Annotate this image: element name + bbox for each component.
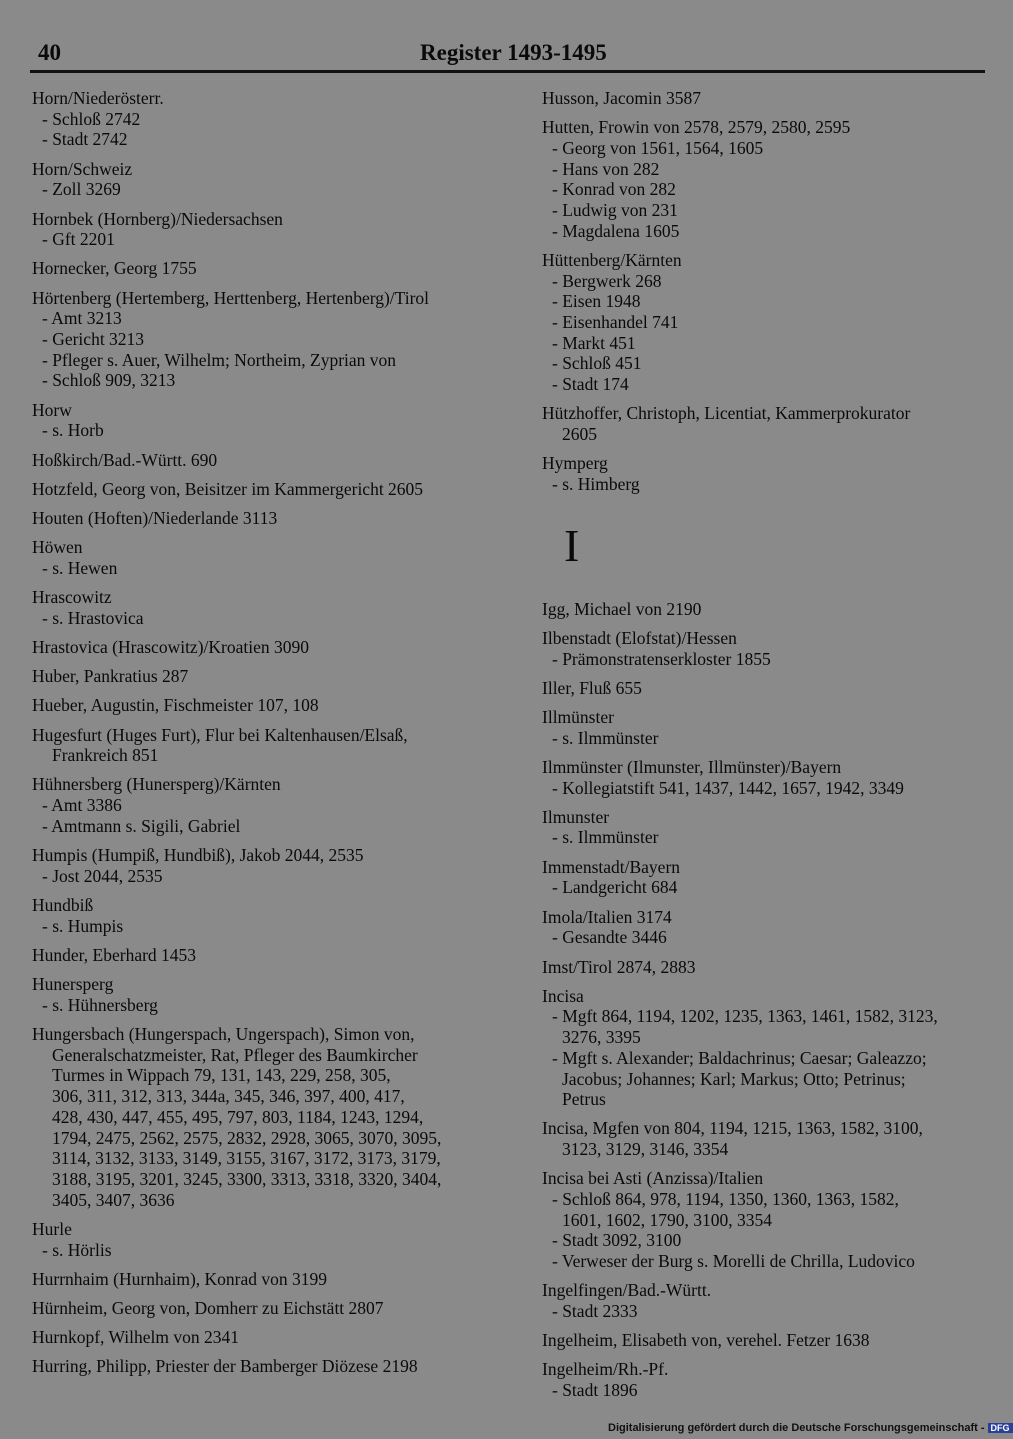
index-entry [32,1024,502,1210]
entry-line: Hühnersberg (Hunersperg)/Kärnten [32,774,281,795]
page-header [0,0,1000,78]
entry-line: Hrastovica (Hrascowitz)/Kroatien 3090 [32,636,309,657]
page-title: Register 1493-1495 [420,40,607,65]
index-entry [542,678,990,699]
right-column-bottom [542,599,990,1401]
section-letter: I [564,519,580,571]
index-entry [32,1327,502,1348]
index-entry [542,757,990,798]
index-entry [32,88,502,150]
entry-line: Frankreich 851 [52,745,159,766]
entry-line: Ilbenstadt (Elofstat)/Hessen [542,627,737,648]
entry-line: - Schloß 2742 [42,108,141,129]
entry-line: - Pfleger s. Auer, Wilhelm; Northeim, Zyprian von [42,349,397,370]
index-entry [32,1269,502,1290]
entry-line: 428, 430, 447, 455, 495, 797, 803, 1184, 1243, 1294, [52,1106,424,1127]
entry-line: Incisa, Mgfen von 804, 1194, 1215, 1363, 1582, 3100, [542,1118,923,1139]
entry-line: Hunersperg [32,974,114,995]
index-entry [542,986,990,1110]
entry-line: Imola/Italien 3174 [542,906,672,927]
entry-line: - Jost 2044, 2535 [42,865,163,886]
index-entry [542,707,990,748]
index-entry [32,258,502,279]
entry-line: - Magdalena 1605 [552,220,680,241]
entry-line: Immenstadt/Bayern [542,856,681,877]
entry-line: Hungersbach (Hungerspach, Ungerspach), Simon von, [32,1024,415,1045]
index-entry [542,1359,990,1400]
entry-line: Hurnkopf, Wilhelm von 2341 [32,1327,240,1348]
entry-line: - Stadt 2742 [42,129,128,150]
entry-line: - Zoll 3269 [42,179,121,200]
entry-line: - Schloß 909, 3213 [42,370,176,391]
index-entry [32,725,502,766]
entry-line: Hoßkirch/Bad.-Württ. 690 [32,449,218,470]
entry-line: - Mgft s. Alexander; Baldachrinus; Caesar; Galeazzo; [552,1047,927,1068]
index-entry [542,628,990,669]
footer-credit [608,1422,1013,1434]
entry-line: Höwen [32,537,83,558]
entry-line: - Amtmann s. Sigili, Gabriel [42,815,241,836]
footer-text: Digitalisierung gefördert durch die Deutsche Forschungsgemeinschaft - [608,1422,985,1434]
entry-line: - s. Hühnersberg [42,994,158,1015]
index-entry [32,974,502,1015]
index-entry [32,537,502,578]
index-entry [542,807,990,848]
index-entry [542,453,990,494]
entry-line: - Gericht 3213 [42,329,145,350]
entry-line: 3123, 3129, 3146, 3354 [562,1139,729,1160]
entry-line: - Konrad von 282 [552,179,676,200]
entry-line: - Stadt 174 [552,374,629,395]
page-number: 40 [38,40,61,65]
entry-line: - s. Hörlis [42,1239,112,1260]
index-entry [542,1280,990,1321]
entry-line: - Eisen 1948 [552,291,641,312]
entry-line: - Stadt 2333 [552,1301,638,1322]
entry-line: Huber, Pankratius 287 [32,666,189,687]
entry-line: 3405, 3407, 3636 [52,1189,175,1210]
entry-line: - Mgft 864, 1194, 1202, 1235, 1363, 1461, 1582, 3123, [552,1006,938,1027]
entry-line: - Bergwerk 268 [552,270,662,291]
index-entry [542,957,990,978]
entry-line: 3114, 3132, 3133, 3149, 3155, 3167, 3172, 3173, 3179, [52,1148,441,1169]
header-rule [30,70,985,73]
index-entry [32,945,502,966]
entry-line: - Prämonstratenserkloster 1855 [552,648,771,669]
entry-line: - Eisenhandel 741 [552,312,679,333]
entry-line: - Gesandte 3446 [552,927,667,948]
entry-line: Igg, Michael von 2190 [542,598,702,619]
entry-line: - Schloß 451 [552,353,642,374]
index-entry [32,400,502,441]
entry-line: Hugesfurt (Huges Furt), Flur bei Kaltenhausen/Elsaß, [32,724,408,745]
index-entry [32,845,502,886]
entry-line: 3188, 3195, 3201, 3245, 3300, 3313, 3318, 3320, 3404, [52,1168,442,1189]
entry-line: Hundbiß [32,895,94,915]
entry-line: Ilmunster [542,806,610,827]
entry-line: - s. Ilmmünster [552,727,659,748]
entry-line: Hornecker, Georg 1755 [32,258,197,279]
entry-line: Turmes in Wippach 79, 131, 143, 229, 258, 305, [52,1065,391,1086]
entry-line: Ilmmünster (Ilmunster, Illmünster)/Bayern [542,756,842,777]
entry-line: - s. Horb [42,420,104,441]
entry-line: Ingelfingen/Bad.-Württ. [542,1280,712,1301]
entry-line: - Stadt 3092, 3100 [552,1230,682,1251]
entry-line: Hörtenberg (Hertemberg, Herttenberg, Hertenberg)/Tirol [32,287,430,308]
entry-line: - Verweser der Burg s. Morelli de Chrilla, Ludovico [552,1251,915,1272]
right-column-top [542,88,990,495]
entry-line: Horn/Schweiz [32,158,133,179]
entry-line: Hutten, Frowin von 2578, 2579, 2580, 2595 [542,117,851,138]
entry-line: Houten (Hoften)/Niederlande 3113 [32,507,278,528]
entry-line: Hunder, Eberhard 1453 [32,944,197,965]
index-entry [542,88,990,109]
entry-line: - Georg von 1561, 1564, 1605 [552,137,764,158]
entry-line: - s. Hrastovica [42,607,144,628]
entry-line: 306, 311, 312, 313, 344a, 345, 346, 397, 400, 417, [52,1086,405,1107]
index-entry [542,117,990,241]
entry-line: - Stadt 1896 [552,1380,638,1401]
entry-line: Horw [32,399,72,420]
entry-line: Hotzfeld, Georg von, Beisitzer im Kammergericht 2605 [32,478,424,499]
index-entry [542,907,990,948]
entry-line: Generalschatzmeister, Rat, Pfleger des Baumkircher [52,1044,418,1065]
index-entry [542,250,990,395]
entry-line: Hürnheim, Georg von, Domherr zu Eichstätt 2807 [32,1297,384,1318]
index-entry [32,209,502,250]
entry-line: Hornbek (Hornberg)/Niedersachsen [32,208,283,229]
entry-line: Hurring, Philipp, Priester der Bamberger Diözese 2198 [32,1356,418,1377]
entry-line: 3276, 3395 [562,1027,641,1048]
entry-line: 1794, 2475, 2562, 2575, 2832, 2928, 3065, 3070, 3095, [52,1127,442,1148]
index-entry [542,403,990,444]
entry-line: - Landgericht 684 [552,877,678,898]
entry-line: Husson, Jacomin 3587 [542,88,701,108]
entry-line: Ingelheim/Rh.-Pf. [542,1359,669,1380]
right-column [542,88,990,1409]
dfg-logo: DFG [988,1423,1013,1433]
index-entry [32,288,502,392]
index-entry [32,450,502,471]
index-entry [32,1356,502,1377]
entry-line: Ingelheim, Elisabeth von, verehel. Fetzer 1638 [542,1330,870,1351]
entry-line: Hüttenberg/Kärnten [542,249,682,270]
entry-line: 2605 [562,424,597,445]
entry-line: - Markt 451 [552,332,636,353]
index-entry [32,666,502,687]
entry-line: Hrascowitz [32,587,112,608]
index-entry [32,695,502,716]
index-entry [32,508,502,529]
entry-line: - Amt 3386 [42,795,122,816]
entry-line: - Ludwig von 231 [552,200,678,221]
entry-line: Humpis (Humpiß, Hundbiß), Jakob 2044, 2535 [32,845,364,866]
entry-line: - Amt 3213 [42,308,122,329]
entry-line: Incisa bei Asti (Anzissa)/Italien [542,1168,764,1189]
entry-line: - Hans von 282 [552,158,660,179]
index-entry [32,774,502,836]
entry-line: Hueber, Augustin, Fischmeister 107, 108 [32,695,319,716]
entry-line: Hymperg [542,453,608,474]
entry-line: Jacobus; Johannes; Karl; Markus; Otto; Petrinus; [562,1068,906,1089]
index-entry [542,857,990,898]
entry-line: Hurrnhaim (Hurnhaim), Konrad von 3199 [32,1268,328,1289]
entry-line: Imst/Tirol 2874, 2883 [542,956,696,977]
entry-line: Horn/Niederösterr. [32,88,164,108]
entry-line: - s. Ilmmünster [552,827,659,848]
index-entry [542,1330,990,1351]
entry-line: Iller, Fluß 655 [542,677,642,698]
entry-line: Hützhoffer, Christoph, Licentiat, Kammerprokurator [542,403,911,424]
index-entry [32,1298,502,1319]
index-entry [32,895,502,936]
entry-line: - s. Himberg [552,473,640,494]
index-entry [32,587,502,628]
index-entry [32,159,502,200]
index-entry [32,1219,502,1260]
entry-line: Illmünster [542,706,614,727]
index-entry [32,479,502,500]
index-entry [542,1118,990,1159]
entry-line: - s. Hewen [42,557,118,578]
entry-line: 1601, 1602, 1790, 3100, 3354 [562,1209,772,1230]
entry-line: - Schloß 864, 978, 1194, 1350, 1360, 1363, 1582, [552,1189,899,1210]
entry-line: - Gft 2201 [42,229,115,250]
index-entry [32,637,502,658]
entry-line: Hurle [32,1218,72,1239]
index-entry [542,1168,990,1272]
index-entry [542,599,990,620]
entry-line: Petrus [562,1089,606,1110]
entry-line: - Kollegiatstift 541, 1437, 1442, 1657, 1942, 3349 [552,777,904,798]
entry-line: - s. Humpis [42,915,124,936]
left-column [32,88,502,1386]
entry-line: Incisa [542,985,584,1006]
